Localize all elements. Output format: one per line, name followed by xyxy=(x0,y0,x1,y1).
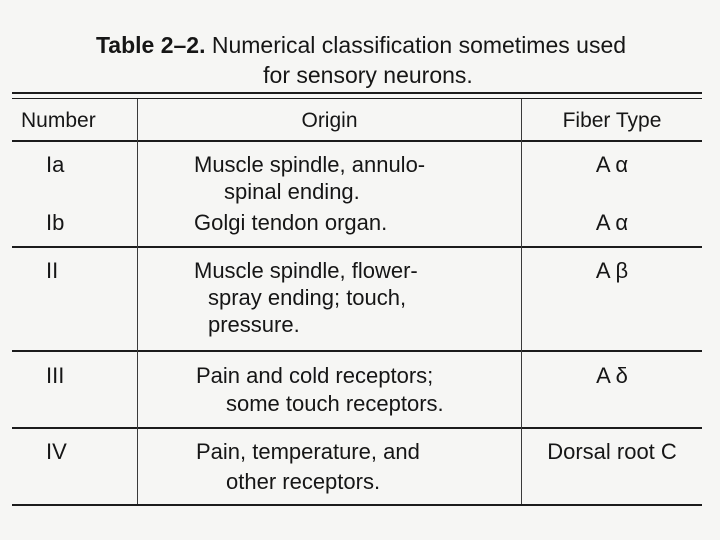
row-number-ib: Ib xyxy=(46,210,65,235)
row-origin-ii-line3: pressure. xyxy=(208,312,300,337)
header-origin: Origin xyxy=(301,109,358,132)
top-rule-thin xyxy=(12,98,702,99)
top-rule-thick xyxy=(12,92,702,94)
table-label: Table 2–2. xyxy=(95,32,206,58)
header-fiber-type: Fiber Type xyxy=(562,109,662,132)
row-origin-iii-line2: some touch receptors. xyxy=(226,391,444,416)
row-number-ia: Ia xyxy=(46,152,65,177)
row-origin-ii-line1: Muscle spindle, flower- xyxy=(194,258,418,283)
row-fiber-iii: A δ xyxy=(596,363,628,388)
row-number-ii: II xyxy=(46,258,59,283)
row-fiber-iv: Dorsal root C xyxy=(547,439,677,464)
column-divider-1 xyxy=(137,99,138,504)
caption-text-line2: for sensory neurons. xyxy=(263,62,473,88)
row-fiber-ib: A α xyxy=(595,210,629,235)
row-origin-iv-line1: Pain, temperature, and xyxy=(196,439,420,464)
table-caption xyxy=(0,30,720,90)
bottom-rule xyxy=(12,504,702,506)
row-fiber-ii: A β xyxy=(595,258,629,283)
row-fiber-ia: A α xyxy=(595,152,629,177)
header-divider xyxy=(12,140,702,142)
row-origin-ib-line1: Golgi tendon organ. xyxy=(194,210,388,235)
row-origin-ii-line2: spray ending; touch, xyxy=(208,285,407,310)
row-divider-2 xyxy=(12,350,702,352)
row-number-iv: IV xyxy=(46,439,67,464)
row-origin-ia-line1: Muscle spindle, annulo- xyxy=(194,152,426,177)
row-divider-3 xyxy=(12,427,702,429)
caption-text-line1: Numerical classification sometimes used xyxy=(211,32,627,58)
row-origin-ia-line2: spinal ending. xyxy=(224,179,360,204)
row-divider-1 xyxy=(12,246,702,248)
row-origin-iv-line2: other receptors. xyxy=(226,469,381,494)
row-number-iii: III xyxy=(46,363,65,388)
header-number: Number xyxy=(21,109,96,132)
row-origin-iii-line1: Pain and cold receptors; xyxy=(196,363,434,388)
